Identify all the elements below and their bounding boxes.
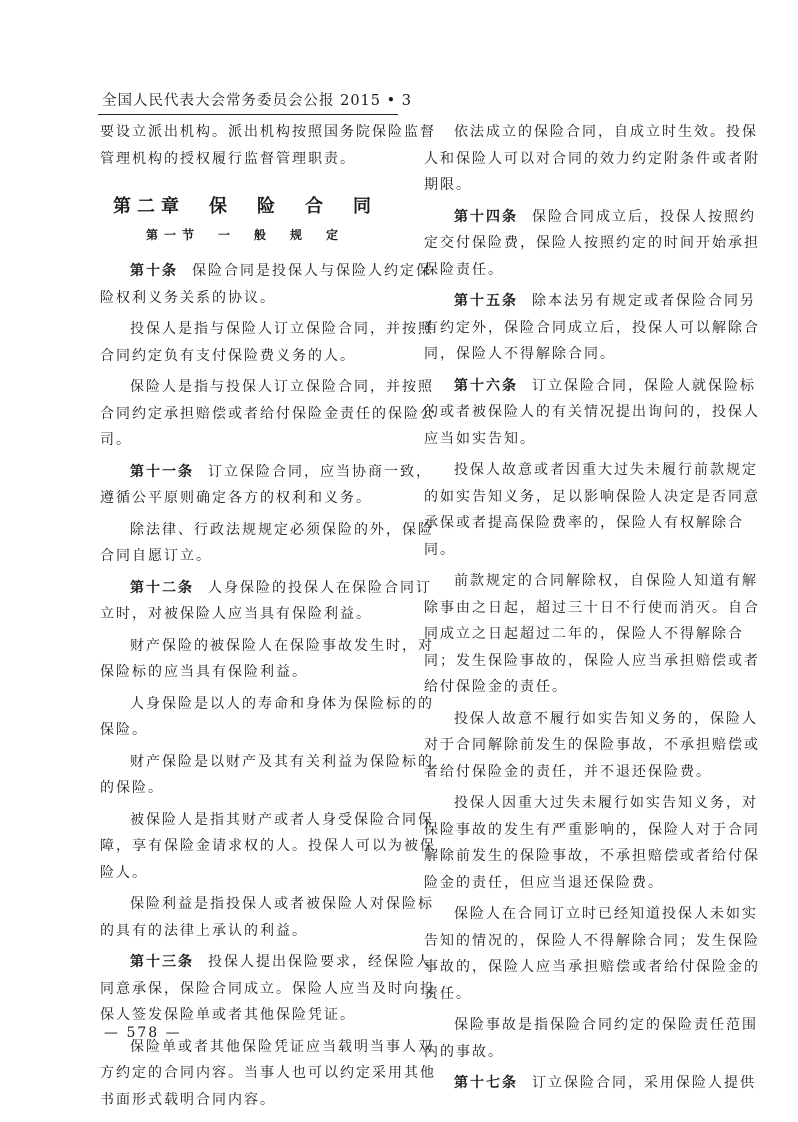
text-line (100, 833, 436, 860)
line-text: 被保险人是指其财产或者人身受保险合同保 (130, 811, 434, 828)
paragraph (424, 901, 760, 1007)
text-line (100, 146, 390, 173)
line-text: 订立保险合同，保险人就保险标 (532, 377, 756, 394)
text-line (424, 510, 744, 537)
line-text: 司。 (100, 432, 132, 448)
line-text: 期限。 (424, 177, 472, 193)
line-text: 障，享有保险金请求权的人。投保人可以为被保 (100, 838, 436, 854)
line-text: 除本法另有规定或者保险合同另 (532, 293, 756, 309)
page-number: — 578 — (104, 1025, 182, 1041)
text-line (424, 621, 744, 648)
text-line (424, 706, 758, 733)
line-text: 保险事故是指保险合同约定的保险责任范围 (454, 1017, 758, 1033)
text-line (424, 537, 714, 564)
line-text: 事故的，保险人应当承担赔偿或者给付保险金的 (424, 959, 760, 975)
text-line (424, 1039, 714, 1066)
line-text: 投保人因重大过失未履行如实告知义务，对 (454, 795, 758, 811)
article-label: 第十二条 (130, 579, 194, 596)
text-line (424, 426, 714, 453)
paragraph (424, 457, 760, 563)
paragraph (100, 1034, 436, 1114)
text-line (424, 648, 760, 675)
article-label: 第十条 (130, 263, 178, 279)
paragraph (100, 891, 434, 944)
line-text: 依法成立的保险合同，自成立时生效。投保 (454, 124, 758, 140)
line-text: 同。 (424, 541, 456, 558)
line-text: 同成立之日起超过二年的，保险人不得解除合 (424, 626, 744, 642)
text-line (424, 230, 760, 257)
paragraph (100, 119, 436, 172)
article-paragraph (100, 575, 432, 628)
article-paragraph (100, 459, 432, 512)
line-text: 合同约定承担赔偿或者给付保险金责任的保险公 (100, 405, 436, 422)
line-text: 财产保险是以财产及其有关利益为保险标的 (130, 753, 434, 770)
line-text: 同；发生保险事故的，保险人应当承担赔偿或者 (424, 652, 760, 669)
text-line (100, 543, 390, 570)
left-column-top (100, 119, 436, 172)
line-text: 同意承保，保险合同成立。保险人应当及时向投 (100, 980, 436, 997)
paragraph (424, 706, 760, 786)
line-text: 立时，对被保险人应当具有保险利益。 (100, 606, 372, 622)
line-text: 应当如实告知。 (424, 430, 536, 447)
text-line (424, 901, 758, 928)
line-text: 人身保险是以人的寿命和身体为保险标的的 (130, 695, 434, 712)
text-line (424, 732, 760, 759)
line-text: 保险利益是指投保人或者被保险人对保险标 (130, 896, 434, 912)
line-text: 订立保险合同，应当协商一致， (208, 463, 432, 480)
text-line (100, 633, 434, 660)
text-line (100, 427, 390, 454)
text-line (100, 807, 434, 834)
article-paragraph (424, 288, 760, 368)
line-text: 保险责任。 (424, 261, 504, 278)
line-text: 的如实告知义务，足以影响保险人决定是否同意 (424, 488, 760, 505)
line-text: 订立保险合同，采用保险人提供 (532, 1075, 756, 1091)
text-line (424, 1070, 756, 1097)
line-text: 保险。 (100, 722, 148, 738)
left-column-body (100, 258, 436, 1113)
article-label: 第十一条 (130, 463, 194, 480)
line-text: 保险合同是投保人与保险人约定保 (192, 263, 432, 279)
text-line (100, 316, 434, 343)
left-column (100, 119, 436, 1113)
text-line (100, 119, 436, 146)
text-line (424, 341, 714, 368)
text-line (100, 459, 432, 486)
text-line (424, 457, 758, 484)
line-text: 方约定的合同内容。当事人也可以约定采用其他 (100, 1065, 436, 1081)
text-line (100, 601, 390, 628)
line-text: 保险人是指与投保人订立保险合同，并按照 (130, 379, 434, 395)
article-label: 第十五条 (454, 293, 518, 309)
line-text: 前款规定的合同解除权，自保险人知道有解 (454, 573, 758, 589)
line-text: 同，保险人不得解除合同。 (424, 346, 616, 362)
line-text: 投保人故意不履行如实告知义务的，保险人 (454, 710, 758, 727)
text-line (424, 484, 760, 511)
line-text: 解除前发生的保险事故，不承担赔偿或者给付保 (424, 848, 760, 864)
paragraph (424, 1012, 758, 1065)
journal-header: 全国人民代表大会常务委员会公报 2015 • 3 (102, 93, 413, 109)
text-line (100, 891, 434, 918)
text-line (424, 399, 760, 426)
line-text: 责任。 (424, 985, 472, 1002)
text-line (424, 257, 714, 284)
text-line (424, 759, 714, 786)
text-line (424, 172, 714, 199)
paragraph (100, 691, 434, 744)
article-paragraph (424, 204, 760, 284)
line-text: 除法律、行政法规规定必须保险的外，保险 (130, 521, 434, 538)
line-text: 合同自愿订立。 (100, 548, 212, 564)
line-text: 给付保险金的责任。 (424, 679, 568, 695)
line-text: 对于合同解除前发生的保险事故，不承担赔偿或 (424, 737, 760, 753)
line-text: 保险事故的发生有严重影响的，保险人对于合同 (424, 821, 760, 838)
article-label: 第十七条 (454, 1075, 518, 1091)
text-line (424, 843, 760, 870)
line-text: 保险单或者其他保险凭证应当载明当事人双 (130, 1038, 434, 1055)
paragraph (100, 807, 436, 887)
text-line (100, 717, 390, 744)
text-line (424, 870, 714, 897)
text-line (100, 517, 434, 544)
text-line (100, 343, 390, 370)
line-text: 的具有的法律上承认的利益。 (100, 922, 308, 939)
article-label: 第十六条 (454, 377, 518, 394)
text-line (424, 315, 760, 342)
text-line (424, 817, 760, 844)
line-text: 保险标的应当具有保险利益。 (100, 664, 308, 680)
right-column-body (424, 119, 760, 1097)
line-text: 遵循公平原则确定各方的权利和义务。 (100, 490, 372, 506)
text-line (100, 258, 432, 285)
right-column (424, 119, 760, 1097)
text-line (424, 204, 756, 231)
line-text: 定交付保险费，保险人按照约定的时间开始承担 (424, 235, 760, 251)
text-line (424, 373, 756, 400)
text-line (424, 595, 760, 622)
text-line (424, 288, 756, 315)
text-line (424, 674, 714, 701)
text-line (100, 659, 390, 686)
paragraph (424, 119, 760, 199)
text-line (424, 981, 714, 1008)
text-line (100, 485, 390, 512)
article-paragraph (424, 373, 760, 453)
paragraph (100, 749, 434, 802)
text-line (424, 1012, 758, 1039)
text-line (424, 790, 758, 817)
text-line (424, 119, 758, 146)
line-text: 保险合同成立后，投保人按照约 (532, 208, 756, 225)
line-text: 书面形式载明合同内容。 (100, 1091, 276, 1108)
text-line (100, 860, 390, 887)
text-line (100, 691, 434, 718)
text-line (100, 575, 432, 602)
paragraph (100, 633, 434, 686)
text-line (100, 374, 434, 401)
text-line (424, 928, 760, 955)
text-line (100, 749, 434, 776)
section-title: 第一节 一 般 规 定 (145, 228, 344, 242)
line-text: 险人。 (100, 864, 148, 881)
paragraph (100, 517, 434, 570)
line-text: 险金的责任，但应当退还保险费。 (424, 874, 664, 891)
article-label: 第十三条 (130, 954, 194, 970)
line-text: 除事由之日起，超过三十日不行使而消灭。自合 (424, 599, 760, 616)
text-line (100, 949, 432, 976)
text-line (100, 285, 390, 312)
paragraph (424, 568, 760, 701)
line-text: 有约定外，保险合同成立后，投保人可以解除合 (424, 319, 760, 336)
line-text: 的或者被保险人的有关情况提出询问的，投保人 (424, 404, 760, 420)
line-text: 投保人提出保险要求，经保险人 (208, 954, 432, 970)
chapter-title: 第二章 保 险 合 同 (113, 196, 377, 217)
text-line (100, 918, 390, 945)
line-text: 的保险。 (100, 780, 164, 796)
line-text: 险权利义务关系的协议。 (100, 289, 276, 306)
line-text: 内的事故。 (424, 1043, 504, 1060)
line-text: 保人签发保险单或者其他保险凭证。 (100, 1007, 356, 1023)
article-paragraph (100, 949, 436, 1029)
paragraph (100, 374, 436, 454)
text-line (100, 775, 390, 802)
line-text: 保险人在合同订立时已经知道投保人未如实 (454, 906, 758, 922)
article-paragraph (100, 258, 432, 311)
text-line (424, 954, 760, 981)
line-text: 管理机构的授权履行监督管理职责。 (100, 150, 356, 167)
text-line (424, 146, 760, 173)
article-paragraph (424, 1070, 756, 1097)
text-line (100, 1060, 436, 1087)
text-line (424, 568, 758, 595)
line-text: 人身保险的投保人在保险合同订 (208, 579, 432, 596)
line-text: 承保或者提高保险费率的，保险人有权解除合 (424, 515, 744, 531)
text-line (100, 401, 436, 428)
line-text: 投保人是指与保险人订立保险合同，并按照 (130, 321, 434, 337)
line-text: 投保人故意或者因重大过失未履行前款规定 (454, 462, 758, 478)
paragraph (100, 316, 434, 369)
header-rule (98, 114, 398, 115)
paragraph (424, 790, 760, 896)
line-text: 人和保险人可以对合同的效力约定附条件或者附 (424, 150, 760, 167)
line-text: 财产保险的被保险人在保险事故发生时，对 (130, 637, 434, 654)
line-text: 要设立派出机构。派出机构按照国务院保险监督 (100, 124, 436, 140)
text-line (100, 1087, 390, 1114)
line-text: 合同约定负有支付保险费义务的人。 (100, 347, 356, 364)
line-text: 者给付保险金的责任，并不退还保险费。 (424, 763, 712, 780)
article-label: 第十四条 (454, 208, 518, 225)
line-text: 告知的情况的，保险人不得解除合同；发生保险 (424, 932, 760, 949)
text-line (100, 976, 436, 1003)
